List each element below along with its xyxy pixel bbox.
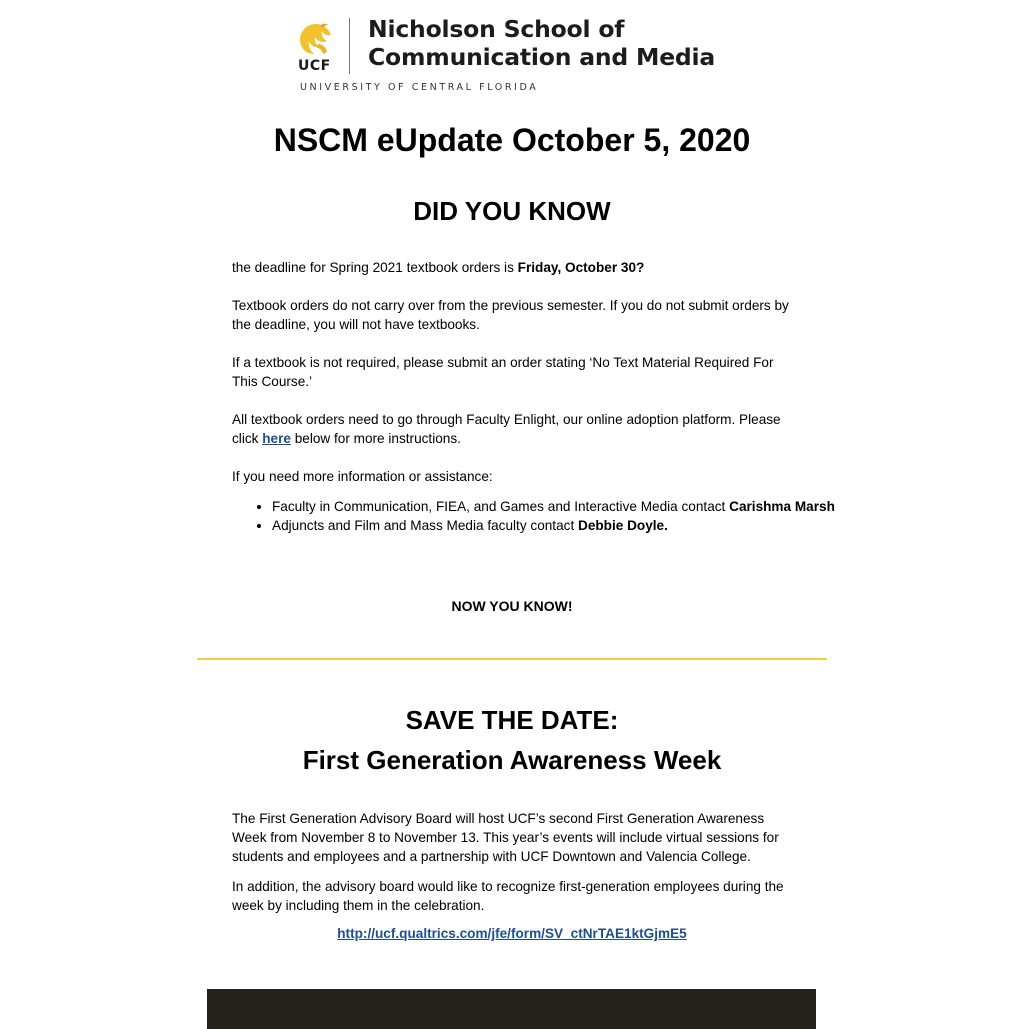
faculty-enlight-text: All textbook orders need to go through Faculty Enlight, our online adoption platform. Please click <box>232 412 781 446</box>
first-gen-week-heading: First Generation Awareness Week <box>302 745 722 775</box>
not-required-paragraph: If a textbook is not required, please submit an order stating ‘No Text Material Required For This Course.’ <box>232 355 774 389</box>
deadline-paragraph <box>232 258 802 277</box>
instructions-text: below for more instructions. <box>290 431 461 446</box>
qualtrics-form-link[interactable]: http://ucf.qualtrics.com/jfe/form/SV_ctNrTAE1ktGjmE5 <box>337 926 687 941</box>
carryover-paragraph: Textbook orders do not carry over from the previous semester. If you do not submit orders by the deadline, you will not have textbooks. <box>232 298 789 332</box>
list-item <box>272 516 842 535</box>
nscm-logo <box>296 12 736 96</box>
contact-list <box>232 497 842 535</box>
contact-description: Faculty in Communication, FIEA, and Games and Interactive Media contact <box>272 499 730 514</box>
school-name <box>368 15 715 71</box>
school-name-line1: Nicholson School of <box>368 15 625 43</box>
school-name-line2: Communication and Media <box>368 43 716 71</box>
page-title: NSCM eUpdate October 5, 2020 <box>273 122 751 158</box>
section-divider <box>197 658 827 660</box>
faculty-enlight-paragraph <box>232 410 802 448</box>
assistance-paragraph: If you need more information or assistance: <box>232 469 493 484</box>
logo-divider <box>349 18 350 74</box>
contact-name: Debbie Doyle. <box>578 518 668 533</box>
ucf-wordmark: UCF <box>298 58 331 74</box>
contact-name: Carishma Marsh <box>729 499 835 514</box>
save-the-date-heading: SAVE THE DATE: <box>405 705 619 735</box>
list-item <box>272 497 842 516</box>
qualtrics-link-container <box>0 926 1024 941</box>
here-link[interactable]: here <box>262 431 291 446</box>
university-name: UNIVERSITY OF CENTRAL FLORIDA <box>300 82 539 93</box>
contact-description: Adjuncts and Film and Mass Media faculty contact <box>272 518 578 533</box>
deadline-text: the deadline for Spring 2021 textbook orders is <box>232 260 518 275</box>
now-you-know: NOW YOU KNOW! <box>451 598 573 614</box>
did-you-know-heading: DID YOU KNOW <box>413 196 611 226</box>
recognition-paragraph: In addition, the advisory board would like to recognize first-generation employees during the week by including them in the celebration. <box>232 879 784 913</box>
first-gen-paragraph: The First Generation Advisory Board will host UCF’s second First Generation Awareness Week from November 8 to November 13. This year’s events will include virtual sessions for students and employees and a partnership with UCF Downtown and Valencia College. <box>232 811 779 864</box>
banner-image <box>207 989 816 1029</box>
deadline-date: Friday, October 30? <box>517 260 645 275</box>
